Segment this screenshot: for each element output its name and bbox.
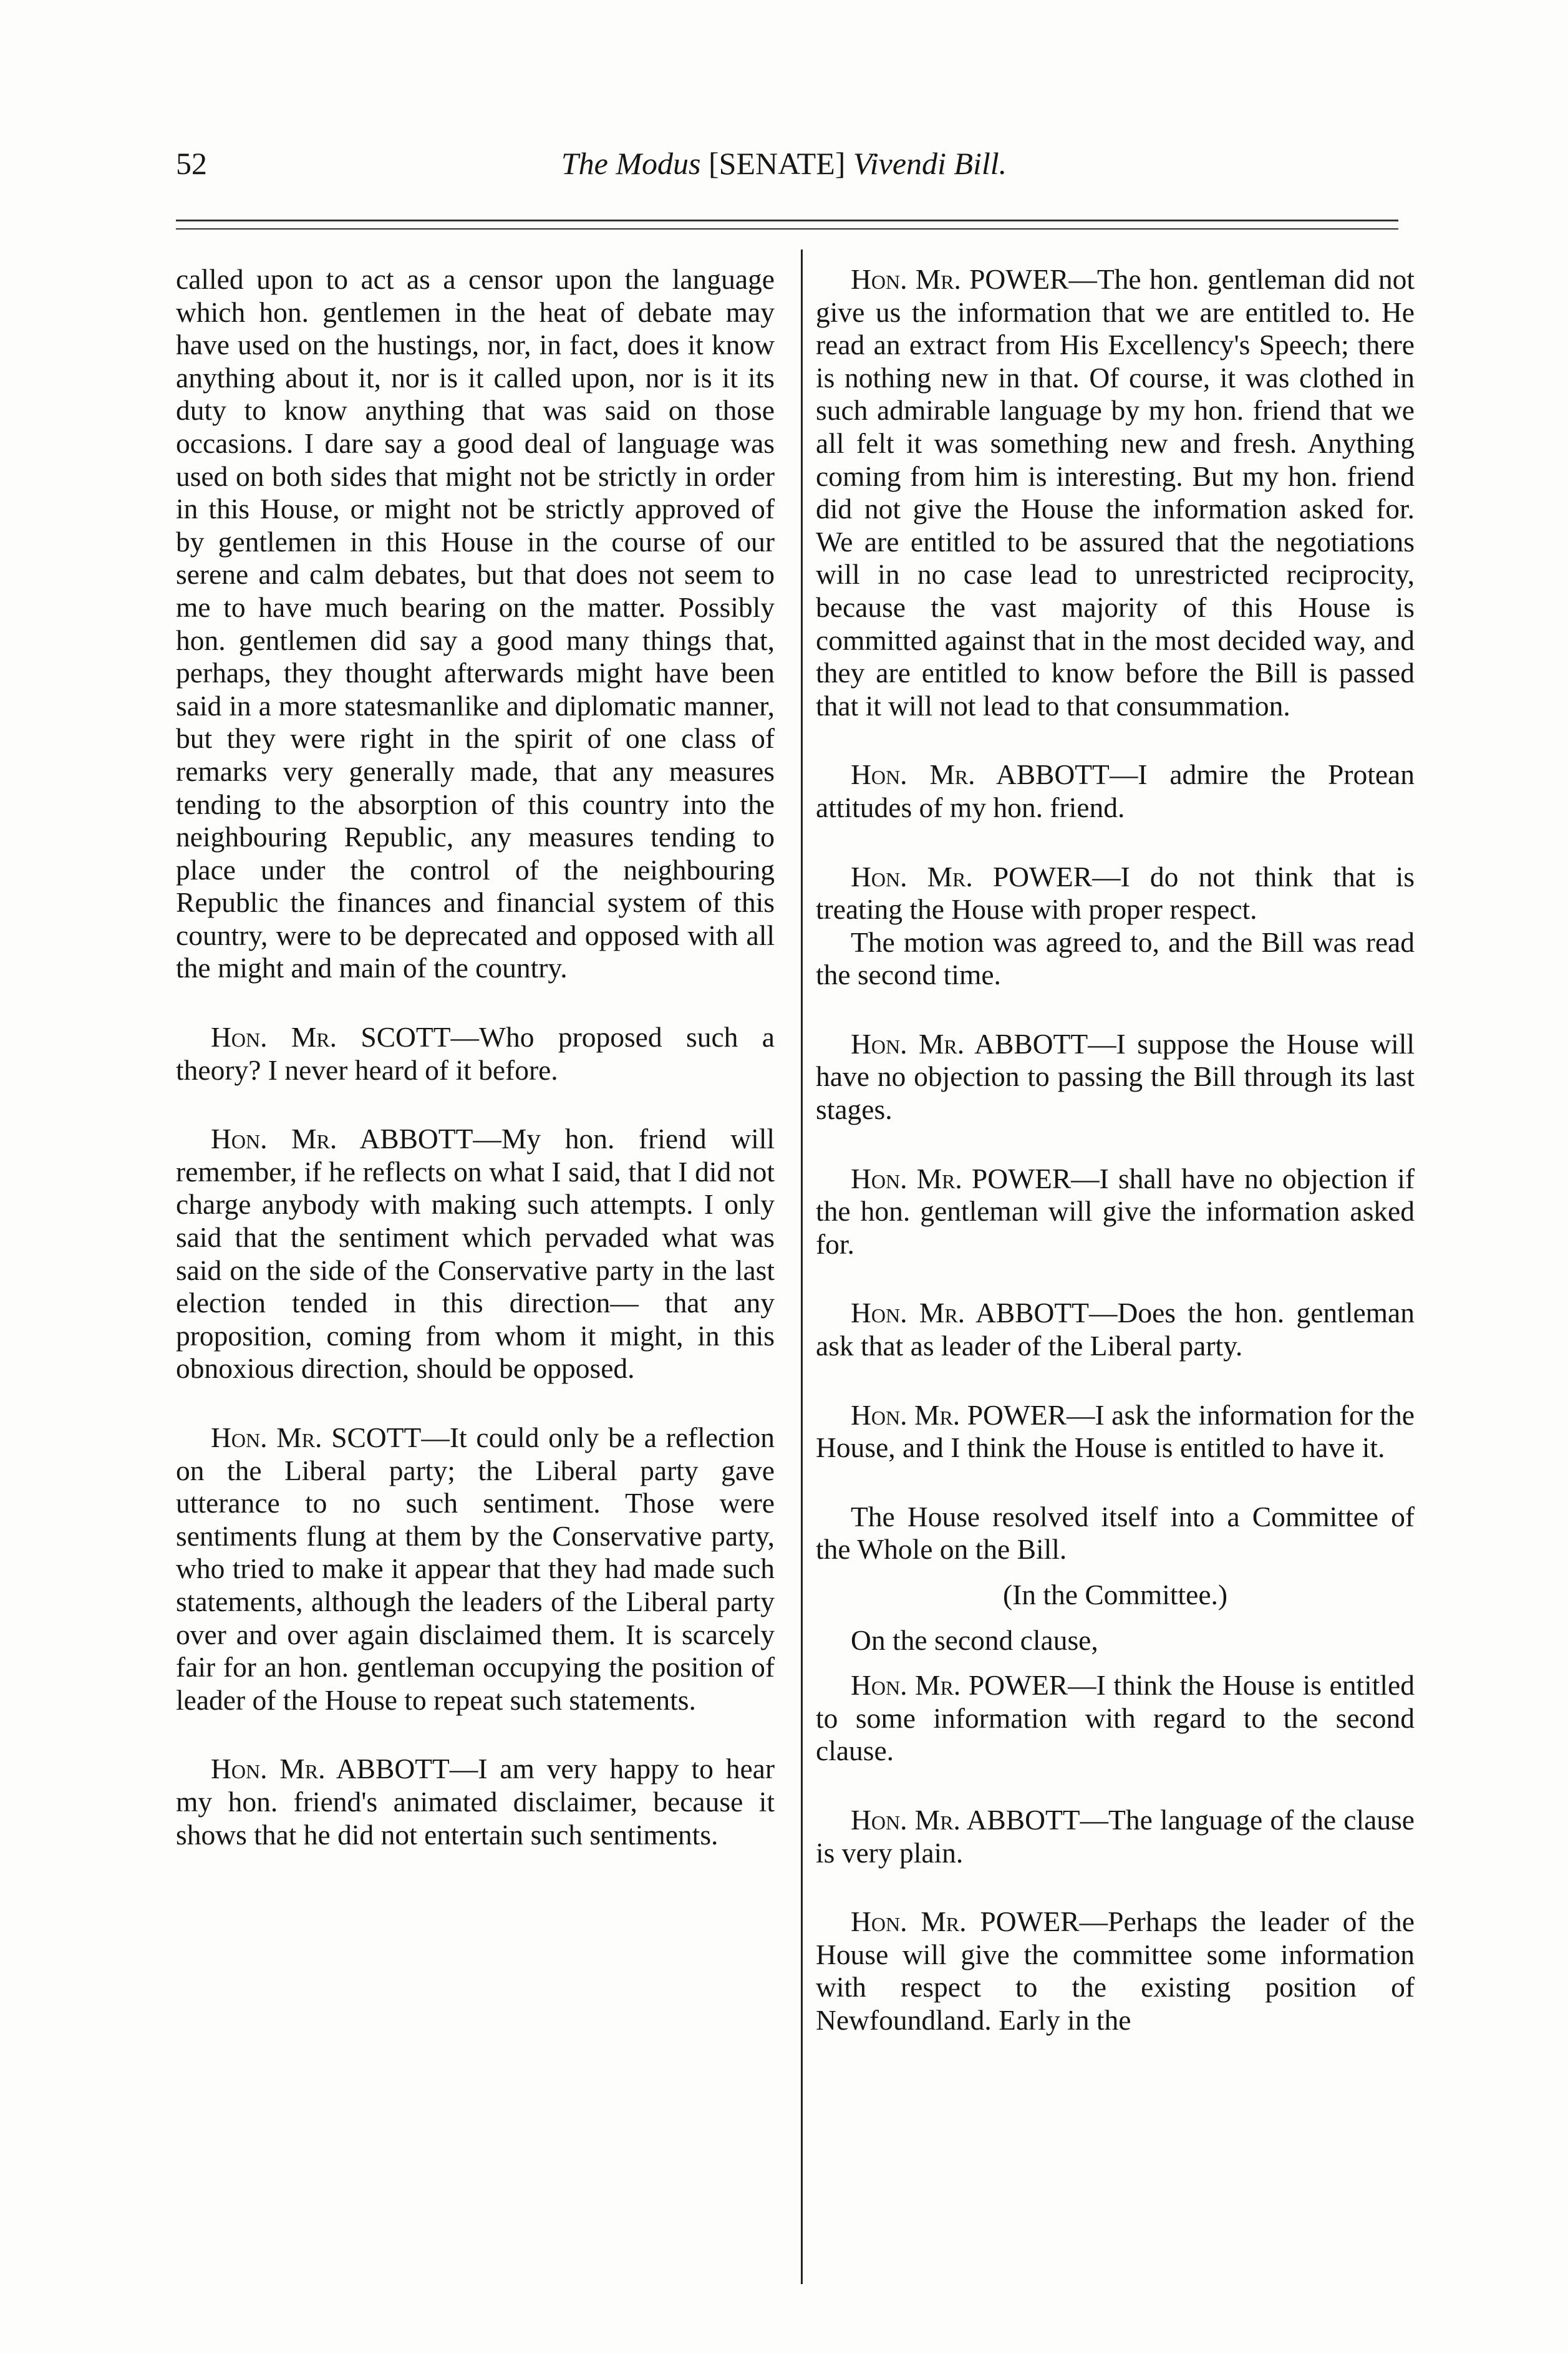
paragraph-text: On the second clause, <box>851 1624 1098 1656</box>
paragraph-text: called upon to act as a censor upon the language which hon. gentlemen in the heat of debate may have used on the hustings, nor, in fact, does it know anything about it, nor is it called upon, nor is it its duty to know anything that was said on those occasions. I dare say a good deal of language was used on both sides that might not be strictly in order in this House, or might not be strictly approved of by gentlemen in this House in the course of our serene and calm debates, but that does not seem to me to have much bearing on the matter. Possibly hon. gentlemen did say a good many things that, perhaps, they thought afterwards might have been said in a more statesmanlike and diplomatic manner, but they were right in the spirit of one class of remarks very generally made, that any measures tending to the absorption of this country into the neighbouring Republic, any measures tending to place under the control of the neighbouring Republic the finances and financial system of this country, were to be deprecated and opposed with all the might and main of the country. <box>176 263 775 984</box>
speaker-name: Hon. Mr. ABBOTT <box>211 1123 473 1155</box>
speaker-name: Hon. Mr. ABBOTT <box>851 1297 1089 1329</box>
paragraph-text: —My hon. friend will remember, if he reflects on what I said, that I did not charge anybody with making such attempts. I only said that the sentiment which pervaded what was said on the side of the Conservative party in the last election tended in this direction— that any proposition, coming from whom it might, in this obnoxious direction, should be opposed. <box>176 1123 775 1385</box>
speaker-name: Hon. Mr. ABBOTT <box>851 758 1110 791</box>
paragraph <box>816 758 1415 824</box>
paragraph-text: —I admire the Protean attitudes of my hon. friend. <box>816 758 1415 823</box>
speaker-name: Hon. Mr. POWER <box>851 1398 1067 1431</box>
header-rule-bottom <box>176 228 1398 230</box>
paragraph-text: —I do not think that is treating the House with proper respect. <box>816 860 1415 926</box>
paragraph <box>816 263 1415 722</box>
paragraph-text: —The language of the clause is very plain. <box>816 1803 1415 1869</box>
paragraph <box>816 1399 1415 1465</box>
running-head-chamber: [SENATE] <box>708 146 846 181</box>
paragraph-text: —Perhaps the leader of the House will give the committee some information with respect to the existing position of Newfoundland. Early in the <box>816 1906 1415 2036</box>
paragraph-text: —Who proposed such a theory? I never heard of it before. <box>176 1021 775 1086</box>
speaker-name: Hon. Mr. ABBOTT <box>851 1027 1088 1060</box>
paragraph <box>816 1163 1415 1261</box>
speaker-name: Hon. Mr. POWER <box>851 860 1093 893</box>
header-rule-top <box>176 220 1398 221</box>
speaker-name: Hon. Mr. ABBOTT <box>211 1753 450 1785</box>
paragraph-text: —I ask the information for the House, and I think the House is entitled to have it. <box>816 1398 1415 1464</box>
paragraph-text: —The hon. gentleman did not give us the information that we are entitled to. He read an extract from His Excellency's Speech; there is nothing new in that. Of course, it was clothed in such admirable language by my hon. friend that we all felt it was something new and fresh. Anything coming from him is interesting. But my hon. friend did not give the House the information asked for. We are entitled to be assured that the negotiations will in no case lead to unrestricted reciprocity, because the vast majority of this House is committed against that in the most decided way, and they are entitled to know before the Bill is passed that it will not lead to that consummation. <box>816 263 1415 722</box>
paragraph <box>176 1422 775 1717</box>
speaker-name: Hon. Mr. SCOTT <box>211 1021 451 1053</box>
speaker-name: Hon. Mr. POWER <box>851 1162 1072 1194</box>
paragraph-text: The House resolved itself into a Committee of the Whole on the Bill. <box>816 1500 1415 1566</box>
speaker-name: Hon. Mr. POWER <box>851 263 1069 295</box>
page-number: 52 <box>176 146 207 181</box>
paragraph <box>816 1804 1415 1869</box>
paragraph-text: —I am very happy to hear my hon. friend's animated disclaimer, because it shows that he did not entertain such sentiments. <box>176 1753 775 1851</box>
paragraph <box>816 1297 1415 1362</box>
running-head-title-part1: The Modus <box>561 146 701 181</box>
paragraph <box>176 263 775 985</box>
speaker-name: Hon. Mr. ABBOTT <box>851 1803 1080 1836</box>
running-head-title-part2: Vivendi Bill. <box>853 146 1007 181</box>
speaker-name: Hon. Mr. SCOTT <box>211 1422 422 1453</box>
paragraph-text: The motion was agreed to, and the Bill was read the second time. <box>816 926 1415 991</box>
paragraph <box>816 1028 1415 1126</box>
speaker-name: Hon. Mr. POWER <box>851 1906 1080 1938</box>
column-divider <box>801 249 803 2284</box>
paragraph <box>816 926 1415 992</box>
speaker-name: Hon. Mr. POWER <box>851 1669 1068 1702</box>
paragraph-text: —I think the House is entitled to some information with regard to the second clause. <box>816 1669 1415 1767</box>
paragraph-text: —Does the hon. gentleman ask that as leader of the Liberal party. <box>816 1297 1415 1362</box>
left-column <box>176 263 775 1851</box>
paragraph <box>816 1501 1415 1566</box>
paragraph <box>816 1669 1415 1768</box>
committee-heading <box>816 1579 1415 1612</box>
paragraph-text: —I suppose the House will have no objection to passing the Bill through its last stages. <box>816 1027 1415 1126</box>
paragraph <box>176 1021 775 1087</box>
running-head <box>0 145 1568 182</box>
right-column <box>816 263 1415 2037</box>
paragraph-text: —I shall have no objection if the hon. gentleman will give the information asked for. <box>816 1162 1415 1260</box>
paragraph <box>176 1123 775 1385</box>
paragraph <box>816 1624 1415 1657</box>
paragraph <box>816 1906 1415 2037</box>
paragraph-text: —It could only be a reflection on the Liberal party; the Liberal party gave utterance to no such sentiment. Those were sentiments flung at them by the Conservative party, who tried to make it appear that they had made such statements, although the leaders of the Liberal party over and over again disclaimed them. It is scarcely fair for an hon. gentleman occupying the position of leader of the House to repeat such statements. <box>176 1422 775 1716</box>
paragraph <box>176 1753 775 1851</box>
paragraph <box>816 861 1415 926</box>
paragraph-text: (In the Committee.) <box>1002 1579 1228 1611</box>
